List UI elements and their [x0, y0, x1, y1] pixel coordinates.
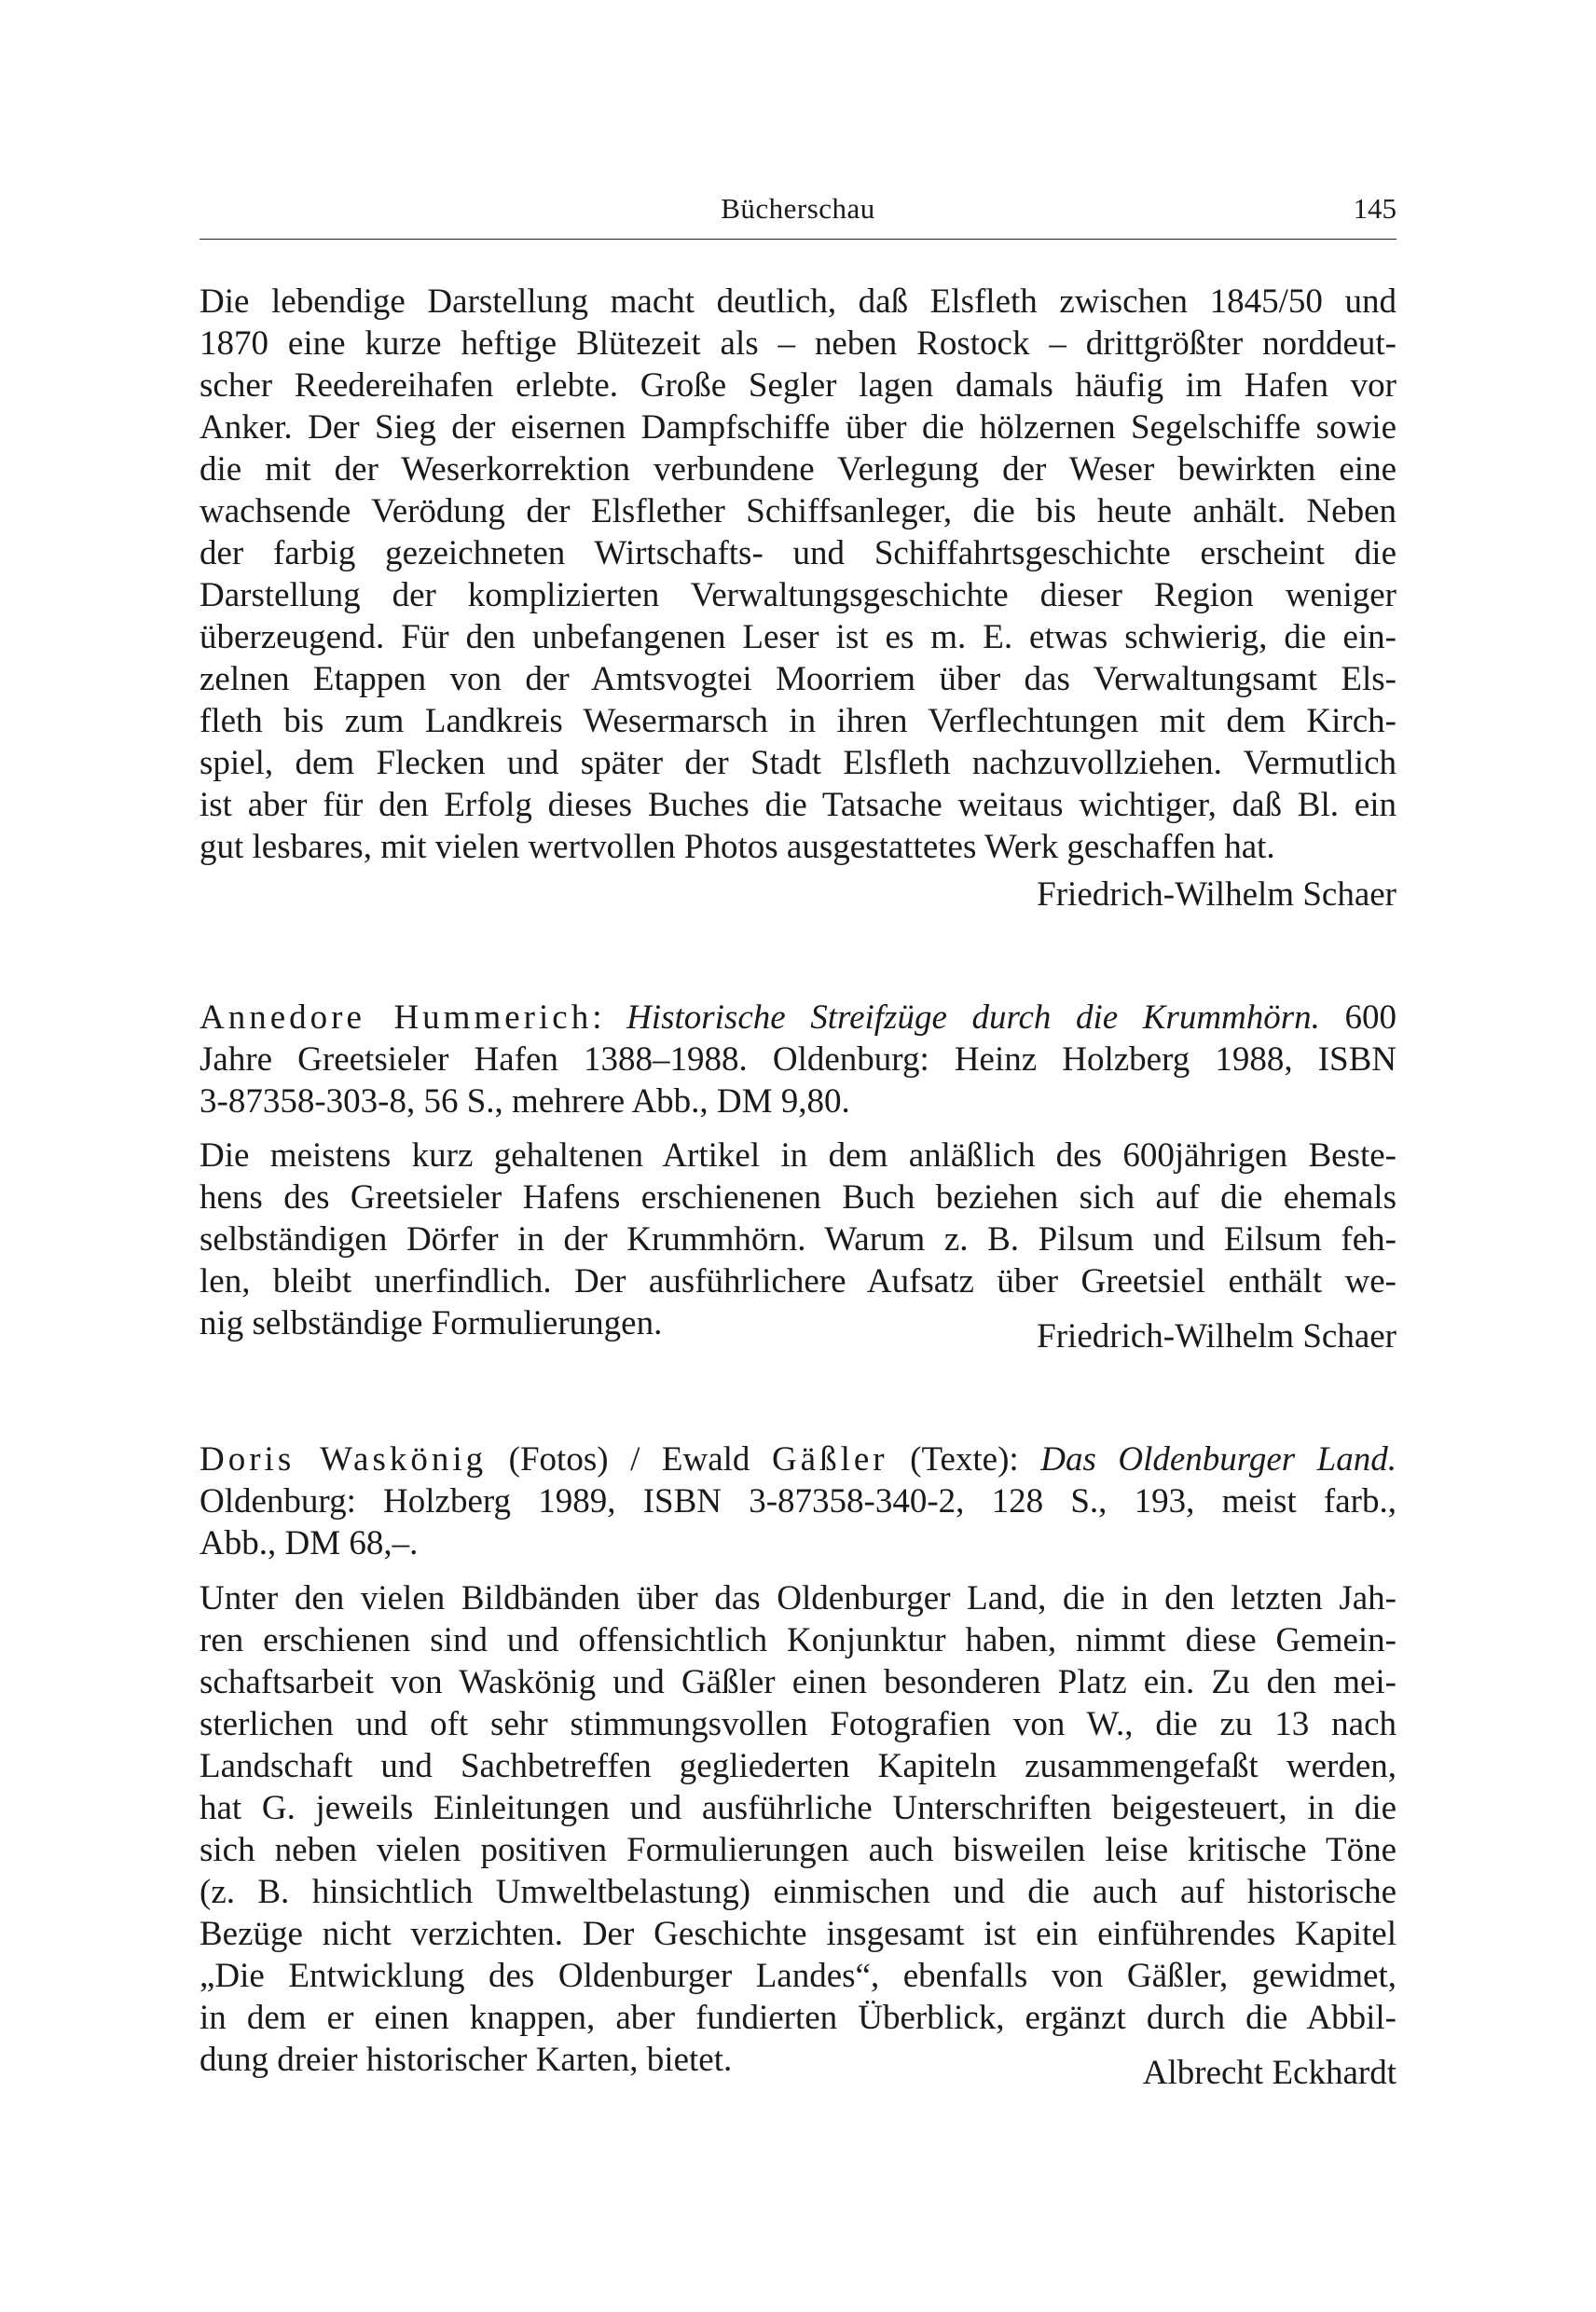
- text-line: die mit der Weserkorrektion verbundene Verlegung der Weser bewirkten eine: [200, 450, 1396, 489]
- biblio-line: Jahre Greetsieler Hafen 1388–1988. Oldenburg: Heinz Holzberg 1988, ISBN: [200, 1040, 1396, 1079]
- book-title: Das Oldenburger Land.: [1040, 1440, 1396, 1479]
- text-line: Darstellung der komplizierten Verwaltungsgeschichte dieser Region weniger: [200, 576, 1396, 614]
- biblio-line: 3-87358-303-8, 56 S., mehrere Abb., DM 9,80.: [200, 1082, 850, 1121]
- book-title: Historische Streifzüge durch die Krummhörn.: [626, 998, 1320, 1037]
- review-1-text: [200, 281, 1396, 868]
- author-name: Gäßler: [771, 1440, 888, 1479]
- text-line: hens des Greetsieler Hafens erschienenen Buch beziehen sich auf die ehemals: [200, 1178, 1396, 1217]
- text-line: spiel, dem Flecken und später der Stadt Elsfleth nachzuvollziehen. Vermutlich: [200, 744, 1396, 782]
- text-line: nig selbständige Formulierungen.: [200, 1304, 663, 1342]
- text-line: „Die Entwicklung des Oldenburger Landes“, ebenfalls von Gäßler, gewidmet,: [200, 1957, 1396, 1995]
- text-line: (z. B. hinsichtlich Umweltbelastung) einmischen und die auch auf historische: [200, 1873, 1396, 1911]
- text-line: Unter den vielen Bildbänden über das Oldenburger Land, die in den letzten Jah-: [200, 1579, 1396, 1617]
- text-line: selbständigen Dörfer in der Krummhörn. Warum z. B. Pilsum und Eilsum feh-: [200, 1220, 1396, 1259]
- text-line: in dem er einen knappen, aber fundierten Überblick, ergänzt durch die Abbil-: [200, 1999, 1396, 2037]
- text-line: Anker. Der Sieg der eisernen Dampfschiffe über die hölzernen Segelschiffe sowie: [200, 408, 1396, 447]
- text-line: dung dreier historischer Karten, bietet.: [200, 2041, 733, 2079]
- entry-2-signature: Friedrich-Wilhelm Schaer: [1037, 1317, 1396, 1356]
- entry-2-review: [200, 1135, 1396, 1344]
- entry-3-review: [200, 1577, 1396, 2081]
- text-line: Die lebendige Darstellung macht deutlich, daß Elsfleth zwischen 1845/50 und: [200, 282, 1396, 321]
- biblio-line: Annedore Hummerich: Historische Streifzüge durch die Krummhörn. 600: [200, 998, 1396, 1037]
- text-line: ist aber für den Erfolg dieses Buches die Tatsache weitaus wichtiger, daß Bl. ein: [200, 786, 1396, 824]
- biblio-text: 600: [1319, 998, 1396, 1037]
- text-line: sterlichen und oft sehr stimmungsvollen Fotografien von W., die zu 13 nach: [200, 1705, 1396, 1743]
- author-name: Annedore Hummerich: [200, 998, 593, 1037]
- entry-3-signature: Albrecht Eckhardt: [1142, 2054, 1396, 2092]
- running-header: [200, 192, 1396, 237]
- text-line: 1870 eine kurze heftige Blütezeit als – neben Rostock – drittgrößter norddeut-: [200, 324, 1396, 363]
- text-line: wachsende Verödung der Elsflether Schiffsanleger, die bis heute anhält. Neben: [200, 492, 1396, 530]
- biblio-line: [200, 1438, 1396, 1480]
- text-line: Bezüge nicht verzichten. Der Geschichte insgesamt ist ein einführendes Kapitel: [200, 1915, 1396, 1953]
- text-line: gut lesbares, mit vielen wertvollen Photos ausgestattetes Werk geschaffen hat.: [200, 828, 1275, 866]
- review-1-signature: Friedrich-Wilhelm Schaer: [1037, 875, 1396, 914]
- entry-3-bibliography: [200, 1438, 1396, 1564]
- author-name: Doris Waskönig: [200, 1440, 488, 1479]
- biblio-text: (Texte):: [887, 1440, 1041, 1479]
- text-line: der farbig gezeichneten Wirtschafts- und Schiffahrtsgeschichte erscheint die: [200, 534, 1396, 572]
- header-title: Bücherschau: [721, 192, 875, 225]
- text-line: ren erschienen sind und offensichtlich Konjunktur haben, nimmt diese Gemein-: [200, 1621, 1396, 1659]
- entry-2-bibliography: [200, 997, 1396, 1122]
- text-line: überzeugend. Für den unbefangenen Leser ist es m. E. etwas schwierig, die ein-: [200, 618, 1396, 656]
- text-line: Die meistens kurz gehaltenen Artikel in dem anläßlich des 600jährigen Beste-: [200, 1136, 1396, 1175]
- text-line: hat G. jeweils Einleitungen und ausführliche Unterschriften beigesteuert, in die: [200, 1789, 1396, 1827]
- text-line: Landschaft und Sachbetreffen gegliederten Kapiteln zusammengefaßt werden,: [200, 1747, 1396, 1785]
- biblio-text: (Fotos) / Ewald: [487, 1440, 772, 1479]
- text-line: zelnen Etappen von der Amtsvogtei Moorriem über das Verwaltungsamt Els-: [200, 660, 1396, 698]
- biblio-line: Oldenburg: Holzberg 1989, ISBN 3-87358-340-2, 128 S., 193, meist farb.,: [200, 1482, 1396, 1521]
- text-line: schaftsarbeit von Waskönig und Gäßler einen besonderen Platz ein. Zu den mei-: [200, 1663, 1396, 1701]
- header-rule: [200, 239, 1396, 240]
- text-line: fleth bis zum Landkreis Wesermarsch in ihren Verflechtungen mit dem Kirch-: [200, 702, 1396, 740]
- biblio-line: Abb., DM 68,–.: [200, 1524, 419, 1562]
- text-line: len, bleibt unerfindlich. Der ausführlichere Aufsatz über Greetsiel enthält we-: [200, 1262, 1396, 1300]
- text-line: scher Reedereihafen erlebte. Große Segler lagen damals häufig im Hafen vor: [200, 366, 1396, 405]
- text-line: sich neben vielen positiven Formulierungen auch bisweilen leise kritische Töne: [200, 1831, 1396, 1869]
- page-number: 145: [1353, 192, 1396, 225]
